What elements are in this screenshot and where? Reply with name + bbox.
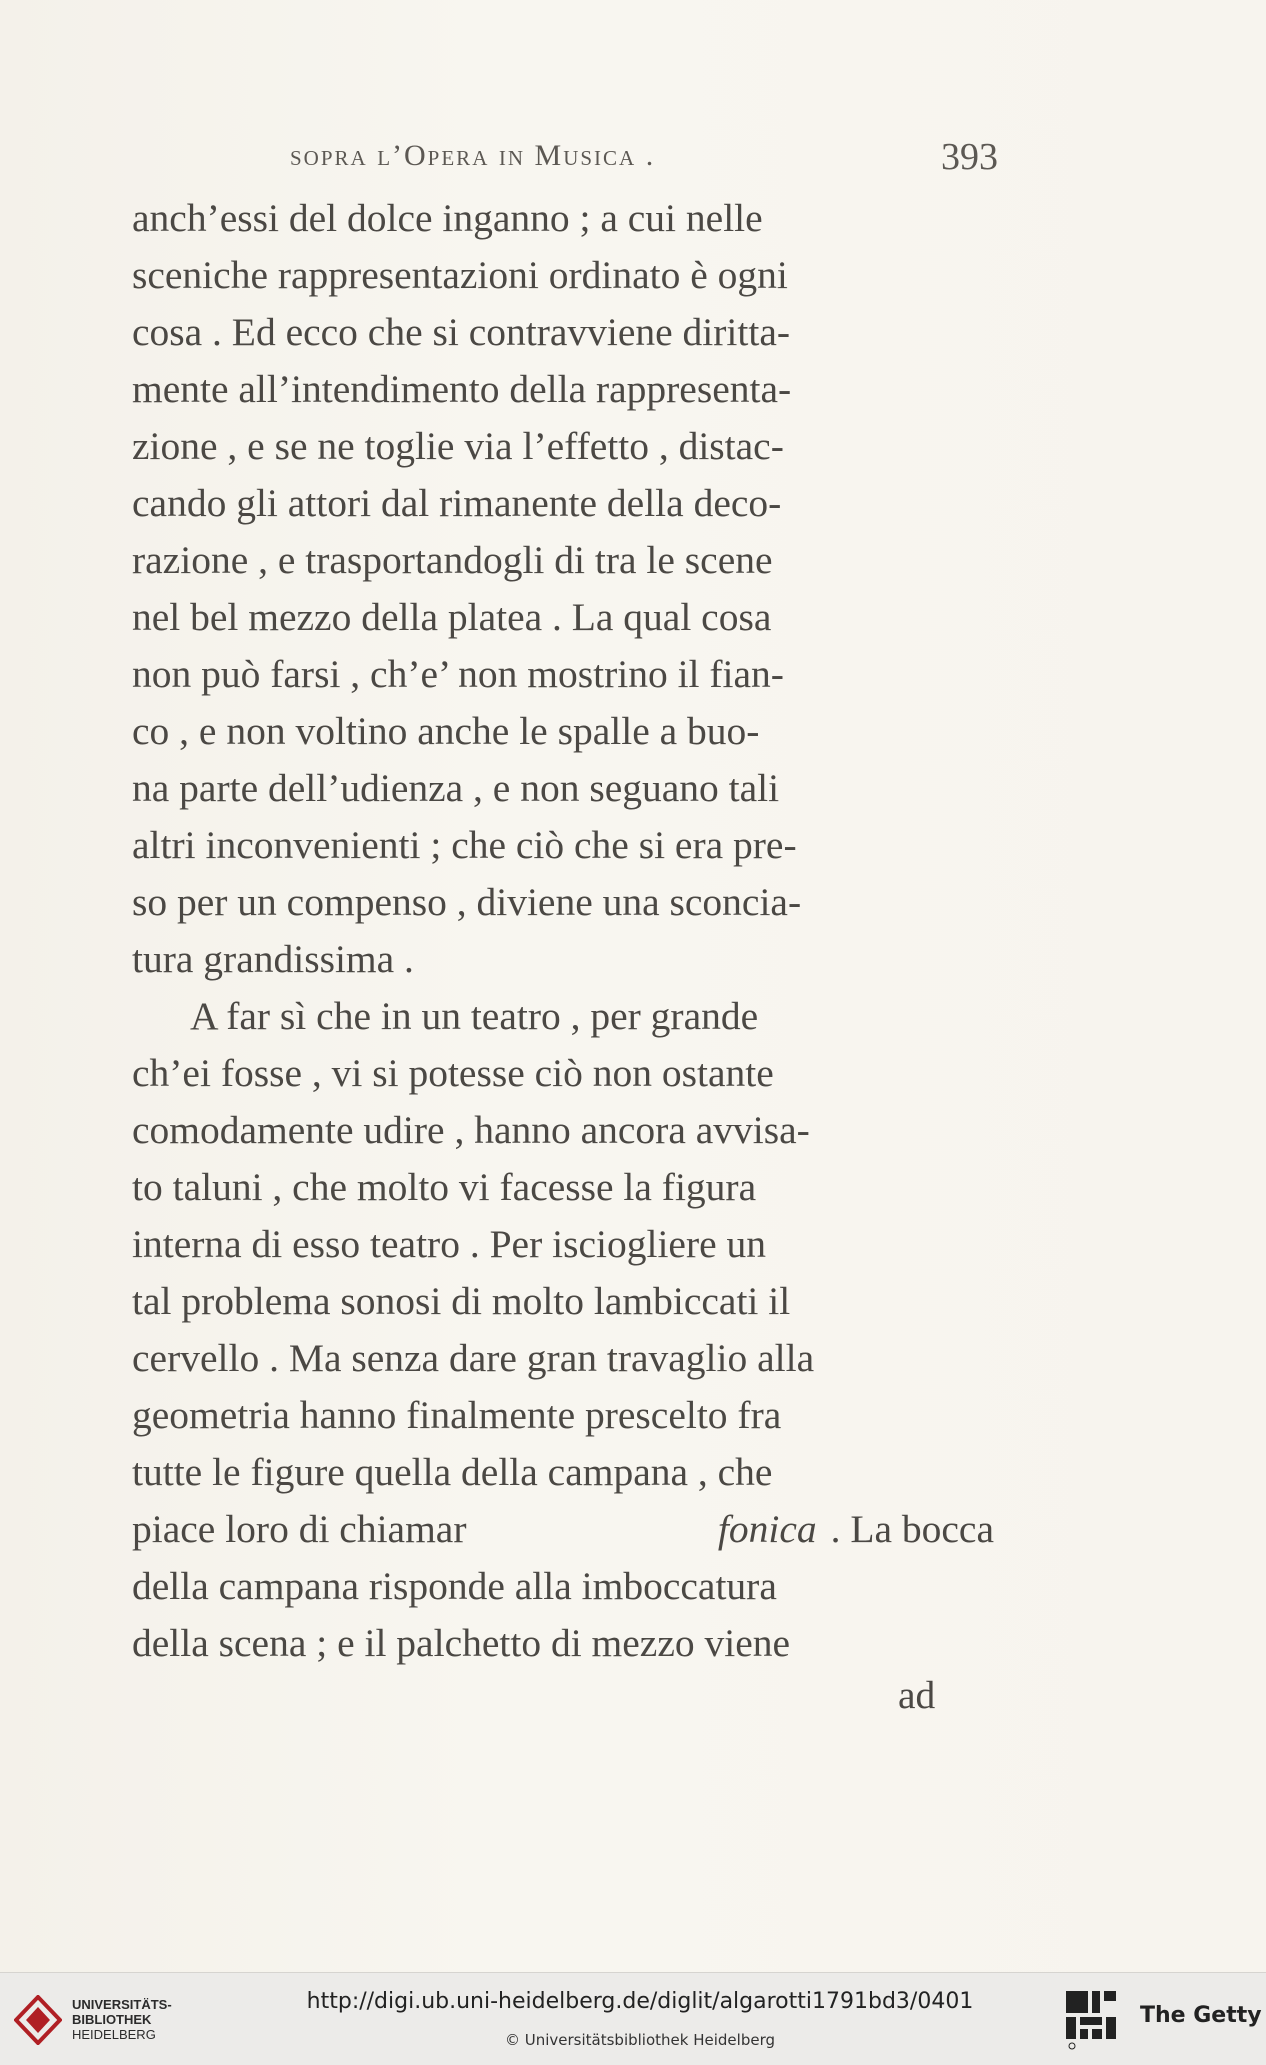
text-line: mente all’intendimento della rappresenta- (132, 367, 792, 411)
getty-logo-icon (1064, 1989, 1118, 2051)
text-line: na parte dell’udienza , e non seguano tali (132, 766, 780, 810)
text-line: della scena ; e il palchetto di mezzo viene (132, 1621, 791, 1665)
text-line: tal problema sonosi di molto lambiccati il (132, 1279, 791, 1323)
text-line: piace loro di chiamar fonica . La bocca (132, 1501, 994, 1558)
text-line: to taluni , che molto vi facesse la figura (132, 1165, 757, 1209)
text-line: della campana risponde alla imboccatura (132, 1564, 777, 1608)
library-name: UNIVERSITÄTS- BIBLIOTHEK HEIDELBERG (72, 1997, 172, 2042)
text-line: razione , e trasportandogli di tra le scene (132, 538, 773, 582)
body-text (132, 190, 994, 1672)
permalink-url[interactable]: http://digi.ub.uni-heidelberg.de/diglit/algarotti1791bd3/0401 (306, 1989, 974, 2014)
text-line-paragraph-end: tura grandissima . (132, 937, 414, 981)
catchword: ad (898, 1673, 936, 1717)
text-line: anch’essi del dolce inganno ; a cui nelle (132, 196, 763, 240)
text-line: cervello . Ma senza dare gran travaglio alla (132, 1336, 815, 1380)
text-line: zione , e se ne toglie via l’effetto , distac- (132, 424, 784, 468)
partner-name: The Getty (1140, 2003, 1262, 2028)
university-library-logo-icon (14, 1995, 62, 2045)
page-number: 393 (941, 136, 998, 178)
text-line: cosa . Ed ecco che si contravviene diritta- (132, 310, 791, 354)
running-title: sopra l’Opera in Musica . (290, 139, 656, 172)
text-line-paragraph-start: A far sì che in un teatro , per grande (190, 994, 759, 1038)
text-line: ch’ei fosse , vi si potesse ciò non ostante (132, 1051, 774, 1095)
text-line: comodamente udire , hanno ancora avvisa- (132, 1108, 810, 1152)
italic-term: fonica (717, 1507, 817, 1551)
copyright-notice: © Universitätsbibliothek Heidelberg (504, 2031, 775, 2049)
text-line: geometria hanno finalmente prescelto fra (132, 1393, 782, 1437)
text-line: so per un compenso , diviene una sconcia- (132, 880, 802, 924)
footer-bar (0, 1972, 1266, 2065)
text-line: altri inconvenienti ; che ciò che si era pre- (132, 823, 797, 867)
text-line: cando gli attori dal rimanente della deco- (132, 481, 782, 525)
text-line: interna di esso teatro . Per isciogliere un (132, 1222, 767, 1266)
text-line: co , e non voltino anche le spalle a buo- (132, 709, 760, 753)
text-line: sceniche rappresentazioni ordinato è ogni (132, 253, 788, 297)
text-line: nel bel mezzo della platea . La qual cosa (132, 595, 772, 639)
running-head (290, 135, 1010, 185)
text-line: tutte le figure quella della campana , che (132, 1450, 773, 1494)
text-line: non può farsi , ch’e’ non mostrino il fian- (132, 652, 784, 696)
